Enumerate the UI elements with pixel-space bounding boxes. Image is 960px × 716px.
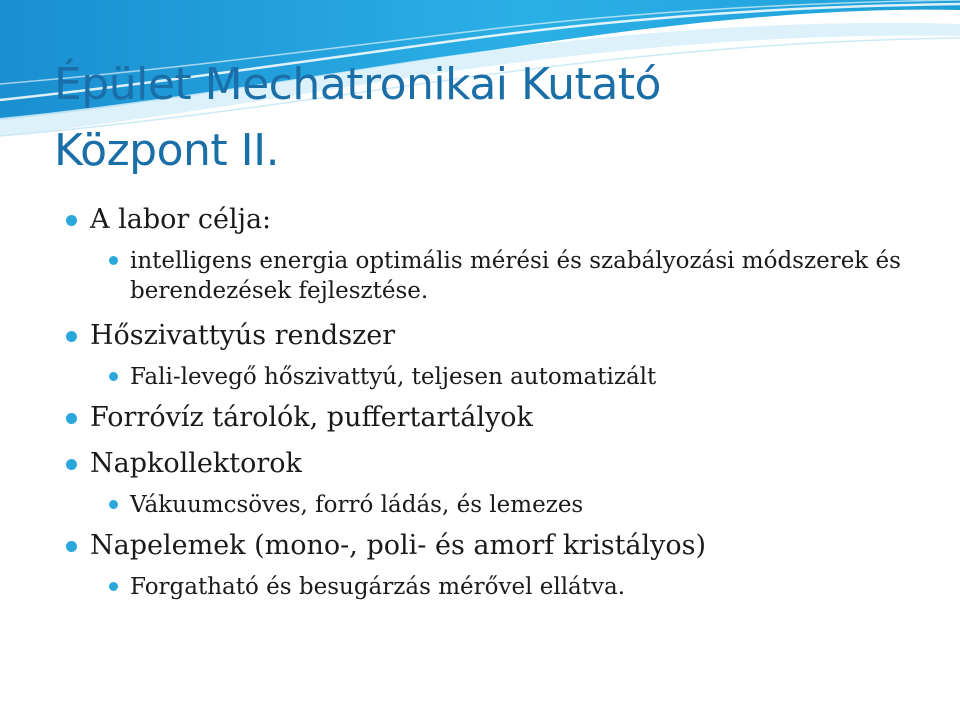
bullet-dot-icon [66,459,77,470]
bullet-dot-icon [109,500,118,509]
bullet-text: Vákuumcsöves, forró ládás, és lemezes [130,492,584,518]
bullet-solar-panels [66,526,946,566]
bullet-text: A labor célja: [90,204,272,235]
bullet-heat-pump-system [66,316,946,356]
sub-bullet-heat-pump-detail [66,362,946,392]
bullet-lab-goal [66,200,946,240]
bullet-dot-icon [66,541,77,552]
title-line-2: Központ II. [54,125,280,176]
bullet-dot-icon [109,256,118,265]
slide-title [54,52,934,184]
bullet-text: Hőszivattyús rendszer [90,320,396,351]
bullet-solar-collectors [66,444,946,484]
bullet-dot-icon [66,331,77,342]
bullet-dot-icon [66,413,77,424]
bullet-list [66,200,946,602]
bullet-hot-water-tanks [66,398,946,438]
bullet-dot-icon [66,215,77,226]
bullet-text: Forróvíz tárolók, puffertartályok [90,402,533,433]
bullet-dot-icon [109,582,118,591]
bullet-text: Fali-levegő hőszivattyú, teljesen automatizált [130,364,657,390]
bullet-text: Napkollektorok [90,448,302,479]
title-line-1: Épület Mechatronikai Kutató [54,59,661,110]
bullet-text: intelligens energia optimális mérési és szabályozási módszerek és berendezések fejlesztése. [130,248,901,304]
bullet-text: Forgatható és besugárzás mérővel ellátva. [130,574,626,600]
bullet-text: Napelemek (mono-, poli- és amorf kristályos) [90,530,707,561]
sub-bullet-collector-types [66,490,946,520]
bullet-dot-icon [109,372,118,381]
sub-bullet-solar-panel-detail [66,572,946,602]
sub-bullet-lab-goal-detail [66,246,946,306]
